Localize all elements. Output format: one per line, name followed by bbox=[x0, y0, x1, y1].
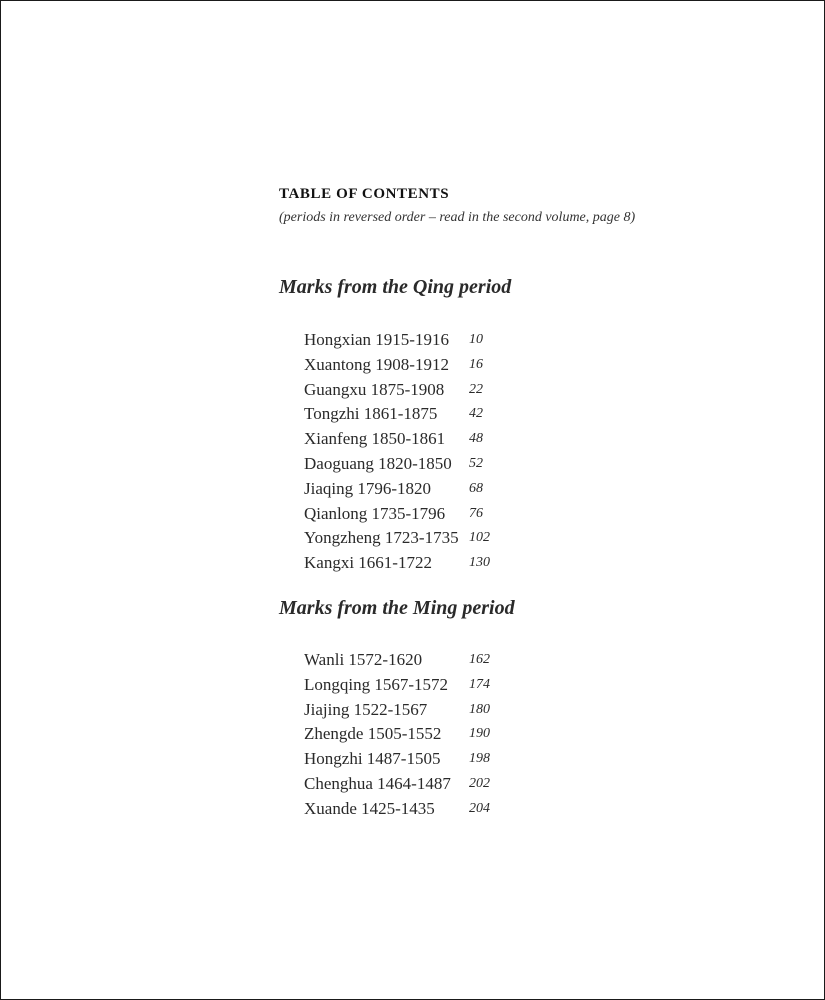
entry-page-number: 10 bbox=[469, 332, 483, 347]
toc-entry[interactable] bbox=[279, 551, 759, 576]
toc-entry[interactable] bbox=[279, 402, 759, 427]
entry-page-number: 102 bbox=[469, 530, 490, 546]
toc-entry[interactable] bbox=[279, 673, 759, 698]
table-of-contents bbox=[279, 184, 759, 822]
entry-page-number: 16 bbox=[469, 356, 483, 372]
entry-label: Hongxian 1915-1916 bbox=[304, 330, 449, 349]
entry-page-number: 198 bbox=[469, 751, 490, 767]
qing-entries-list bbox=[279, 328, 759, 576]
entry-label: Xianfeng 1850-1861 bbox=[304, 429, 446, 449]
toc-entry[interactable] bbox=[279, 772, 759, 797]
toc-entry[interactable] bbox=[279, 477, 759, 502]
toc-entry[interactable] bbox=[279, 747, 759, 772]
entry-label: Jiajing 1522-1567 bbox=[304, 699, 428, 719]
entry-page-number: 22 bbox=[469, 381, 483, 397]
toc-subtitle: (periods in reversed order – read in the second volume, page 8) bbox=[279, 210, 636, 225]
toc-entry[interactable] bbox=[279, 328, 759, 353]
entry-page-number: 174 bbox=[469, 676, 490, 692]
toc-entry[interactable] bbox=[279, 502, 759, 527]
entry-page-number: 68 bbox=[469, 480, 483, 496]
entry-label: Tongzhi 1861-1875 bbox=[304, 404, 438, 424]
toc-entry[interactable] bbox=[279, 648, 759, 673]
entry-page-number: 180 bbox=[469, 701, 490, 717]
toc-entry[interactable] bbox=[279, 698, 759, 723]
entry-label: Wanli 1572-1620 bbox=[304, 649, 423, 669]
toc-entry[interactable] bbox=[279, 526, 759, 551]
entry-page-number: 76 bbox=[469, 505, 483, 521]
entry-label: Yongzheng 1723-1735 bbox=[304, 528, 459, 548]
section-heading-ming: Marks from the Ming period bbox=[279, 596, 515, 619]
entry-label: Xuande 1425-1435 bbox=[304, 798, 435, 818]
entry-page-number: 202 bbox=[469, 775, 490, 791]
entry-page-number: 42 bbox=[469, 406, 483, 422]
toc-entry[interactable] bbox=[279, 427, 759, 452]
entry-label: Qianlong 1735-1796 bbox=[304, 503, 446, 523]
entry-label: Guangxu 1875-1908 bbox=[304, 379, 445, 399]
toc-entry[interactable] bbox=[279, 797, 759, 822]
entry-page-number: 130 bbox=[469, 555, 490, 571]
ming-entries-list bbox=[279, 648, 759, 822]
toc-entry[interactable] bbox=[279, 378, 759, 403]
entry-page-number: 204 bbox=[469, 800, 490, 816]
entry-label: Hongzhi 1487-1505 bbox=[304, 749, 441, 769]
entry-label: Daoguang 1820-1850 bbox=[304, 453, 452, 473]
entry-page-number: 190 bbox=[469, 726, 490, 742]
toc-entry[interactable] bbox=[279, 452, 759, 477]
entry-label: Kangxi 1661-1722 bbox=[304, 553, 432, 573]
entry-label: Zhengde 1505-1552 bbox=[304, 724, 442, 744]
entry-page-number: 52 bbox=[469, 455, 483, 471]
section-heading-qing: Marks from the Qing period bbox=[279, 276, 512, 298]
entry-page-number: 162 bbox=[469, 651, 490, 667]
entry-label: Chenghua 1464-1487 bbox=[304, 773, 451, 793]
entry-label: Longqing 1567-1572 bbox=[304, 674, 449, 694]
toc-entry[interactable] bbox=[279, 353, 759, 378]
toc-entry[interactable] bbox=[279, 722, 759, 747]
entry-label: Xuantong 1908-1912 bbox=[304, 354, 449, 374]
entry-label: Jiaqing 1796-1820 bbox=[304, 478, 432, 498]
toc-title: TABLE OF CONTENTS bbox=[279, 186, 450, 202]
entry-page-number: 48 bbox=[469, 431, 483, 447]
